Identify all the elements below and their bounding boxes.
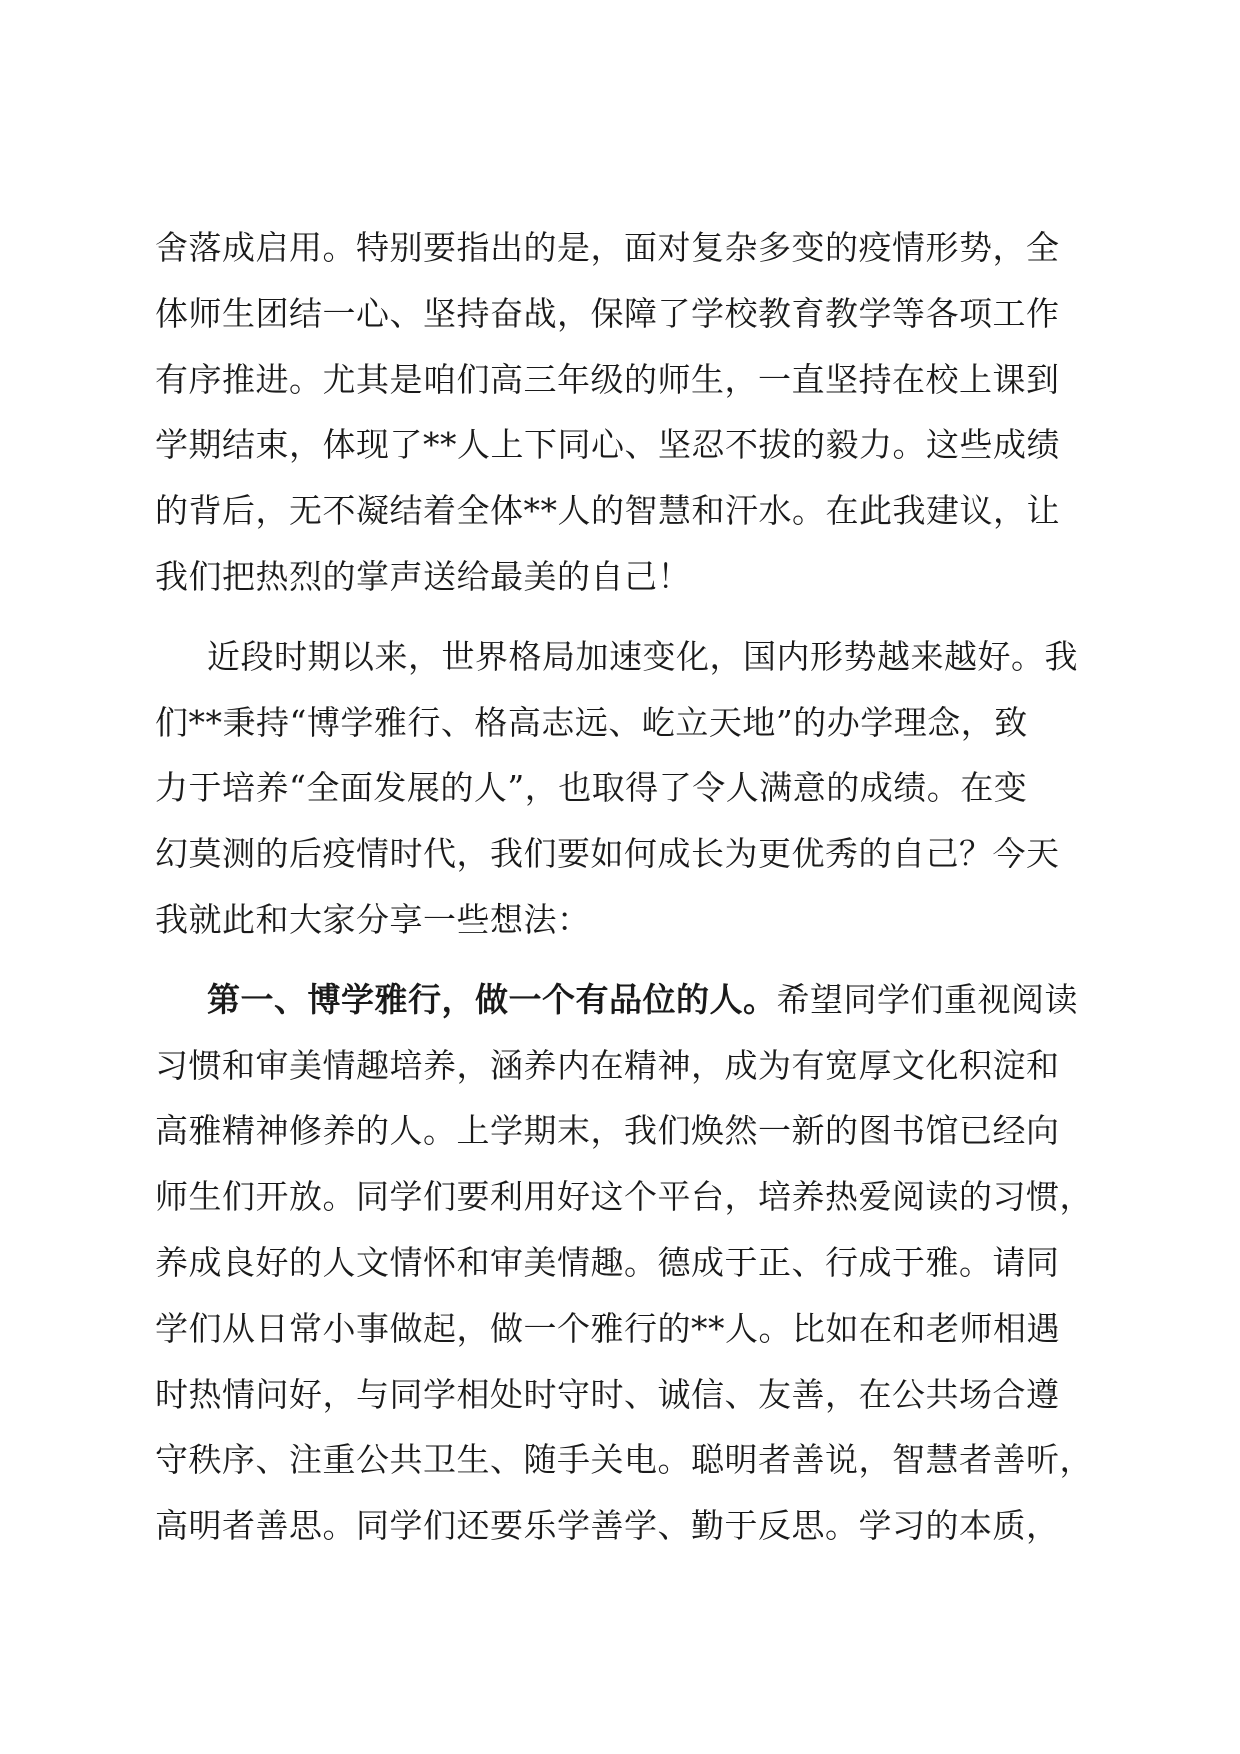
text-line: 有序推进。尤其是咱们高三年级的师生，一直坚持在校上课到 [155, 359, 1060, 399]
section-heading: 第一、博学雅行，做一个有品位的人。 [207, 979, 777, 1019]
text-line [155, 967, 1095, 1033]
paragraph-spacing [155, 610, 1095, 624]
paragraph-spacing [155, 953, 1095, 967]
text-line: 我就此和大家分享一些想法： [155, 899, 591, 939]
paragraph-2 [155, 624, 1095, 953]
text-line: 我们把热烈的掌声送给最美的自己！ [155, 556, 691, 596]
text-line: 时热情问好，与同学相处时守时、诚信、友善，在公共场合遵 [155, 1374, 1060, 1414]
body-text [155, 215, 1095, 1559]
paragraph-3 [155, 967, 1095, 1559]
text-line: 习惯和审美情趣培养，涵养内在精神，成为有宽厚文化积淀和 [155, 1045, 1060, 1085]
text-line: 高雅精神修养的人。上学期末，我们焕然一新的图书馆已经向 [155, 1111, 1060, 1151]
text-line: 力于培养“全面发展的人”，也取得了令人满意的成绩。在变 [155, 768, 1028, 808]
paragraph-1 [155, 215, 1095, 610]
text-line: 近段时期以来，世界格局加速变化，国内形势越来越好。我 [207, 636, 1078, 676]
text-line: 学们从日常小事做起，做一个雅行的**人。比如在和老师相遇 [155, 1308, 1060, 1348]
text-line: 们**秉持“博学雅行、格高志远、屹立天地”的办学理念，致 [155, 702, 1028, 742]
text-line: 守秩序、注重公共卫生、随手关电。聪明者善说，智慧者善听， [155, 1440, 1093, 1480]
text-line: 养成良好的人文情怀和审美情趣。德成于正、行成于雅。请同 [155, 1242, 1060, 1282]
text-line: 高明者善思。同学们还要乐学善学、勤于反思。学习的本质， [155, 1506, 1060, 1546]
text-line: 体师生团结一心、坚持奋战，保障了学校教育教学等各项工作 [155, 293, 1060, 333]
text-line: 幻莫测的后疫情时代，我们要如何成长为更优秀的自己？今天 [155, 834, 1060, 874]
heading-line-rest: 希望同学们重视阅读 [776, 979, 1078, 1019]
text-line: 师生们开放。同学们要利用好这个平台，培养热爱阅读的习惯， [155, 1177, 1093, 1217]
text-line: 舍落成启用。特别要指出的是，面对复杂多变的疫情形势，全 [155, 228, 1060, 267]
text-line: 学期结束，体现了**人上下同心、坚忍不拔的毅力。这些成绩 [155, 425, 1060, 465]
text-line: 的背后，无不凝结着全体**人的智慧和汗水。在此我建议，让 [155, 491, 1060, 531]
